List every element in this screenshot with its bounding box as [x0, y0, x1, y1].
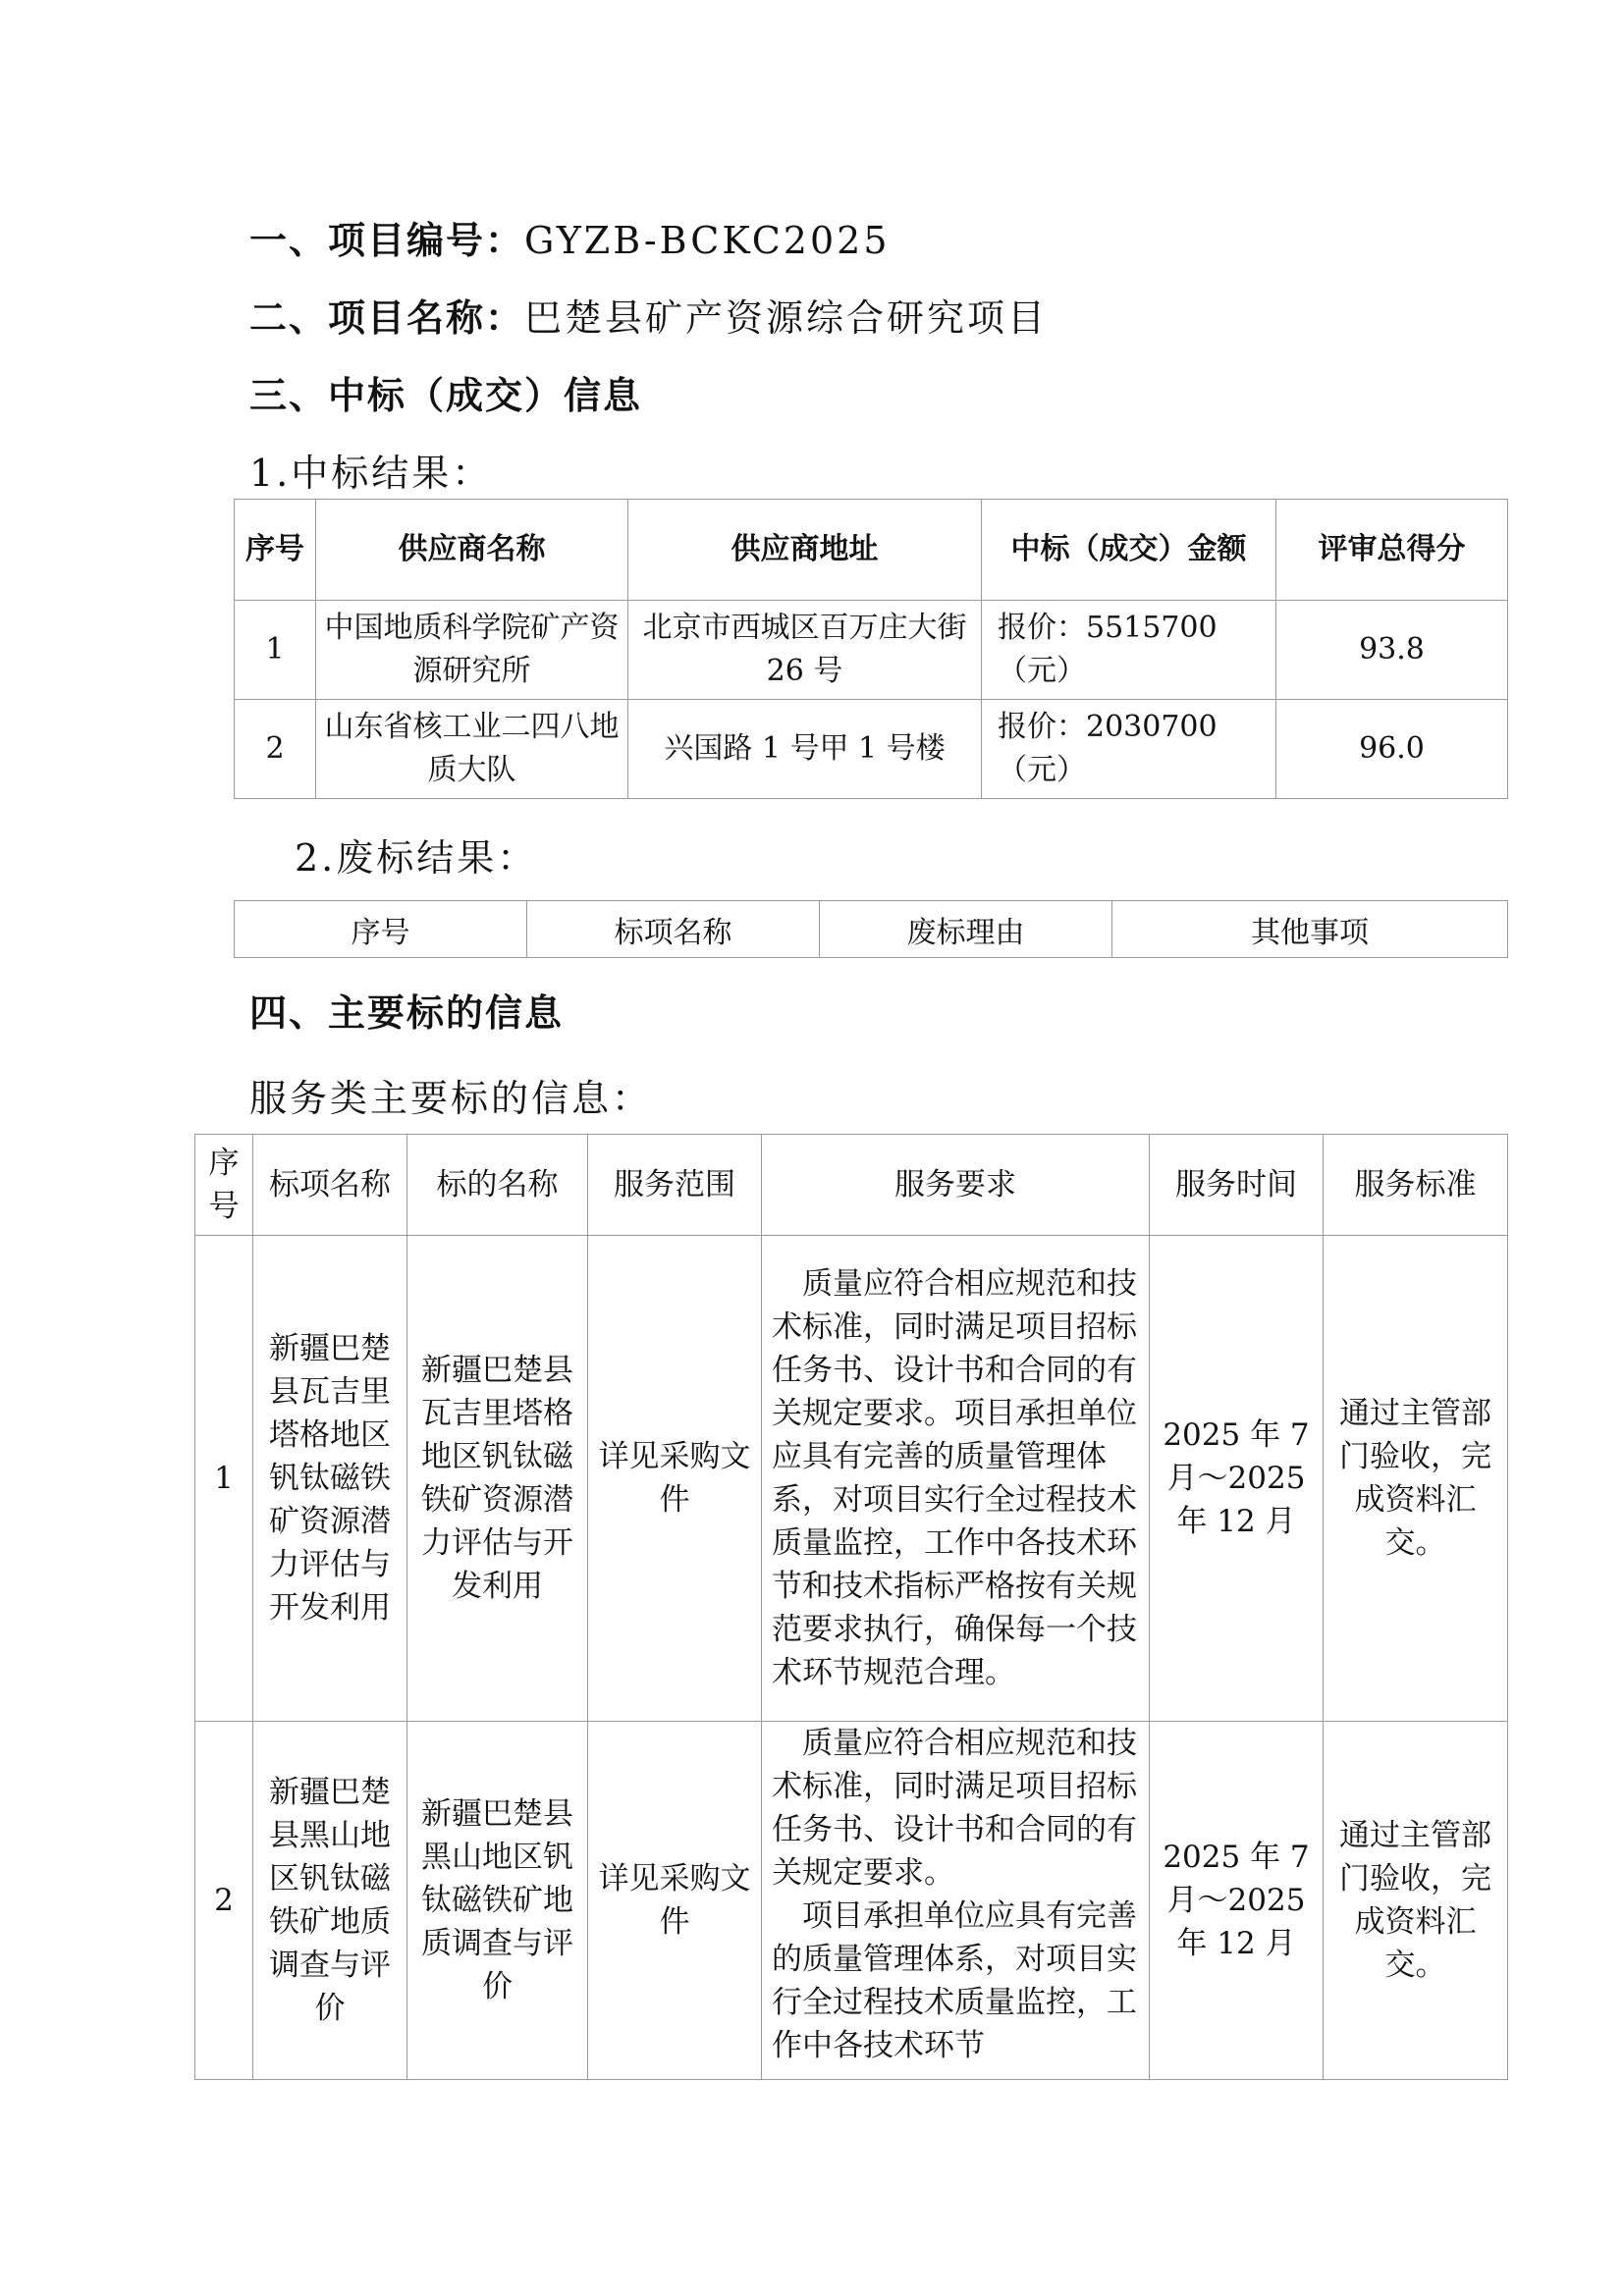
total-score: 93.8: [1276, 601, 1508, 700]
table-row: [195, 1722, 1508, 2080]
table-header-row: [235, 500, 1508, 601]
row-number: 2: [235, 700, 316, 799]
award-amount: 报价：5515700（元）: [982, 601, 1276, 700]
header-cell: 序号: [195, 1135, 253, 1236]
project-number-label: 一、项目编号：: [249, 218, 525, 262]
service-time: 2025 年 7 月～2025 年 12 月: [1150, 1722, 1324, 2080]
header-cell: 服务要求: [762, 1135, 1150, 1236]
lot-name: 新疆巴楚县黑山地区钒钛磁铁矿地质调查与评价: [253, 1722, 407, 2080]
header-cell: 服务时间: [1150, 1135, 1324, 1236]
service-standard: 通过主管部门验收，完成资料汇交。: [1324, 1236, 1508, 1722]
project-number-heading: [249, 210, 891, 264]
award-result-title: 1.中标结果：: [249, 452, 493, 495]
project-name-value: 巴楚县矿产资源综合研究项目: [524, 296, 1049, 340]
table-row: [235, 601, 1508, 700]
award-amount: 报价：2030700（元）: [982, 700, 1276, 799]
supplier-name: 中国地质科学院矿产资源研究所: [316, 601, 628, 700]
award-info-heading: 三、中标（成交）信息: [249, 373, 643, 417]
row-number: 1: [195, 1236, 253, 1722]
service-requirement: 质量应符合相应规范和技术标准，同时满足项目招标任务书、设计书和合同的有关规定要求。项目承担单位应具有完善的质量管理体系，对项目实行全过程技术质量监控，工作中各技术环节和技术指标严格按有关规范要求执行，确保每一个技术环节规范合理。: [762, 1236, 1150, 1722]
header-cell: 评审总得分: [1276, 500, 1508, 601]
table-header-row: [235, 901, 1508, 958]
project-number-value: GYZB-BCKC2025: [524, 219, 891, 262]
header-cell: 中标（成交）金额: [982, 500, 1276, 601]
service-standard: 通过主管部门验收，完成资料汇交。: [1324, 1722, 1508, 2080]
supplier-address: 北京市西城区百万庄大街 26 号: [628, 601, 982, 700]
supplier-name: 山东省核工业二四八地质大队: [316, 700, 628, 799]
table-row: [195, 1236, 1508, 1722]
table-header-row: [195, 1135, 1508, 1236]
service-subject-table: [194, 1134, 1508, 2080]
supplier-address: 兴国路 1 号甲 1 号楼: [628, 700, 982, 799]
row-number: 2: [195, 1722, 253, 2080]
header-cell: 序号: [235, 500, 316, 601]
table-row: [235, 700, 1508, 799]
service-scope: 详见采购文件: [588, 1236, 762, 1722]
main-subject-heading: 四、主要标的信息: [249, 990, 565, 1035]
requirement-paragraph-1: 质量应符合相应规范和技术标准，同时满足项目招标任务书、设计书和合同的有关规定要求。: [772, 1726, 1137, 1891]
subject-name: 新疆巴楚县瓦吉里塔格地区钒钛磁铁矿资源潜力评估与开发利用: [407, 1236, 588, 1722]
service-scope: 详见采购文件: [588, 1722, 762, 2080]
void-result-table: [234, 900, 1508, 958]
total-score: 96.0: [1276, 700, 1508, 799]
header-cell: 序号: [235, 901, 527, 958]
header-cell: 供应商地址: [628, 500, 982, 601]
service-requirement: [762, 1722, 1150, 2080]
service-time: 2025 年 7 月～2025 年 12 月: [1150, 1236, 1324, 1722]
header-cell: 服务标准: [1324, 1135, 1508, 1236]
row-number: 1: [235, 601, 316, 700]
header-cell: 其他事项: [1112, 901, 1508, 958]
service-intro: 服务类主要标的信息：: [249, 1077, 653, 1120]
header-cell: 标项名称: [527, 901, 820, 958]
award-result-table: [234, 499, 1508, 799]
subject-name: 新疆巴楚县黑山地区钒钛磁铁矿地质调查与评价: [407, 1722, 588, 2080]
header-cell: 废标理由: [820, 901, 1112, 958]
void-result-title: 2.废标结果：: [295, 836, 538, 880]
header-cell: 供应商名称: [316, 500, 628, 601]
lot-name: 新疆巴楚县瓦吉里塔格地区钒钛磁铁矿资源潜力评估与开发利用: [253, 1236, 407, 1722]
header-cell: 标的名称: [407, 1135, 588, 1236]
header-cell: 标项名称: [253, 1135, 407, 1236]
header-cell: 服务范围: [588, 1135, 762, 1236]
project-name-heading: [249, 288, 1048, 342]
requirement-paragraph-2: 项目承担单位应具有完善的质量管理体系，对项目实行全过程技术质量监控，工作中各技术环节: [772, 1898, 1137, 2063]
project-name-label: 二、项目名称：: [249, 295, 525, 340]
